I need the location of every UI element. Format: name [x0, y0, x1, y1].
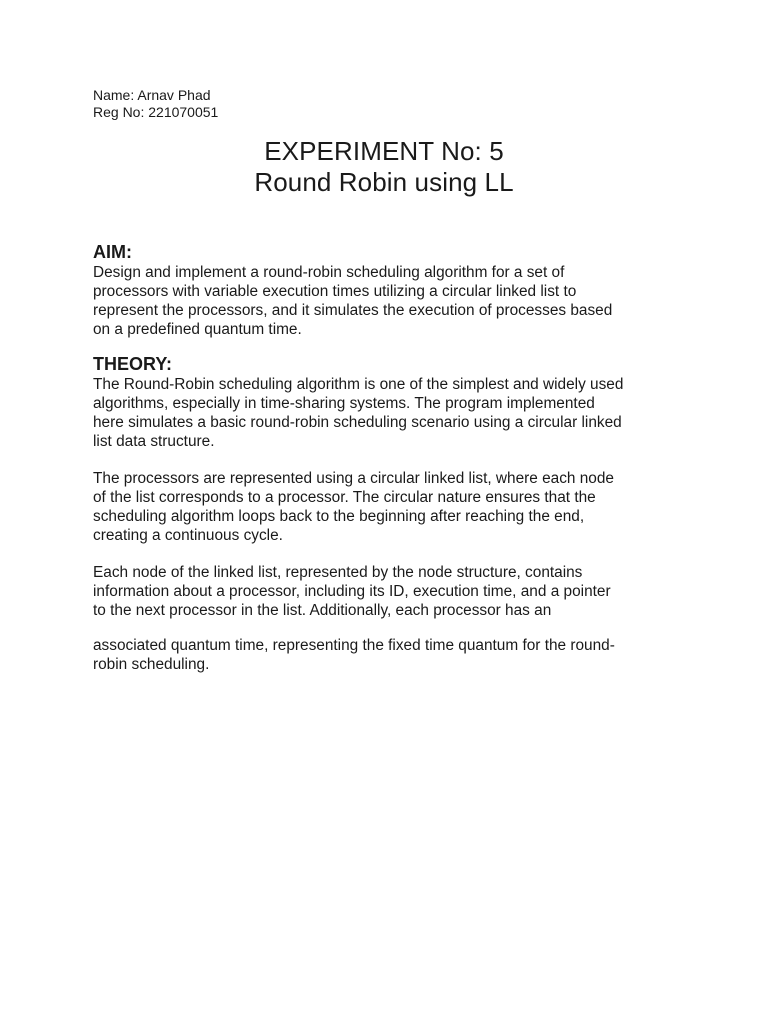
document-body — [93, 241, 693, 674]
experiment-title: Round Robin using LL — [254, 167, 514, 197]
registration-number: Reg No: 221070051 — [93, 104, 219, 120]
aim-heading: AIM: — [93, 242, 132, 262]
theory-paragraph-1: The Round-Robin scheduling algorithm is one of the simplest and widely used algorithms, especially in time-sharing systems. The program implemented here simulates a basic round-robin scheduling scenario using a circular linked list data structure. — [93, 376, 624, 450]
theory-paragraph-2: The processors are represented using a circular linked list, where each node of the list corresponds to a processor. The circular nature ensures that the scheduling algorithm loops back to the beginning after reaching the end, creating a continuous cycle. — [93, 470, 614, 544]
experiment-number: EXPERIMENT No: 5 — [264, 136, 504, 166]
aim-paragraph: Design and implement a round-robin scheduling algorithm for a set of processors with variable execution times utilizing a circular linked list to represent the processors, and it simulates the execution of processes based on a predefined quantum time. — [93, 264, 613, 338]
theory-paragraph-3: Each node of the linked list, represented by the node structure, contains information about a processor, including its ID, execution time, and a pointer to the next processor in the list. Additionally, each processor has an — [93, 564, 611, 619]
document-title — [0, 136, 768, 198]
student-name: Name: Arnav Phad — [93, 87, 211, 103]
student-info — [93, 87, 218, 121]
theory-heading: THEORY: — [93, 354, 172, 374]
theory-paragraph-4: associated quantum time, representing the fixed time quantum for the round- robin scheduling. — [93, 637, 615, 673]
